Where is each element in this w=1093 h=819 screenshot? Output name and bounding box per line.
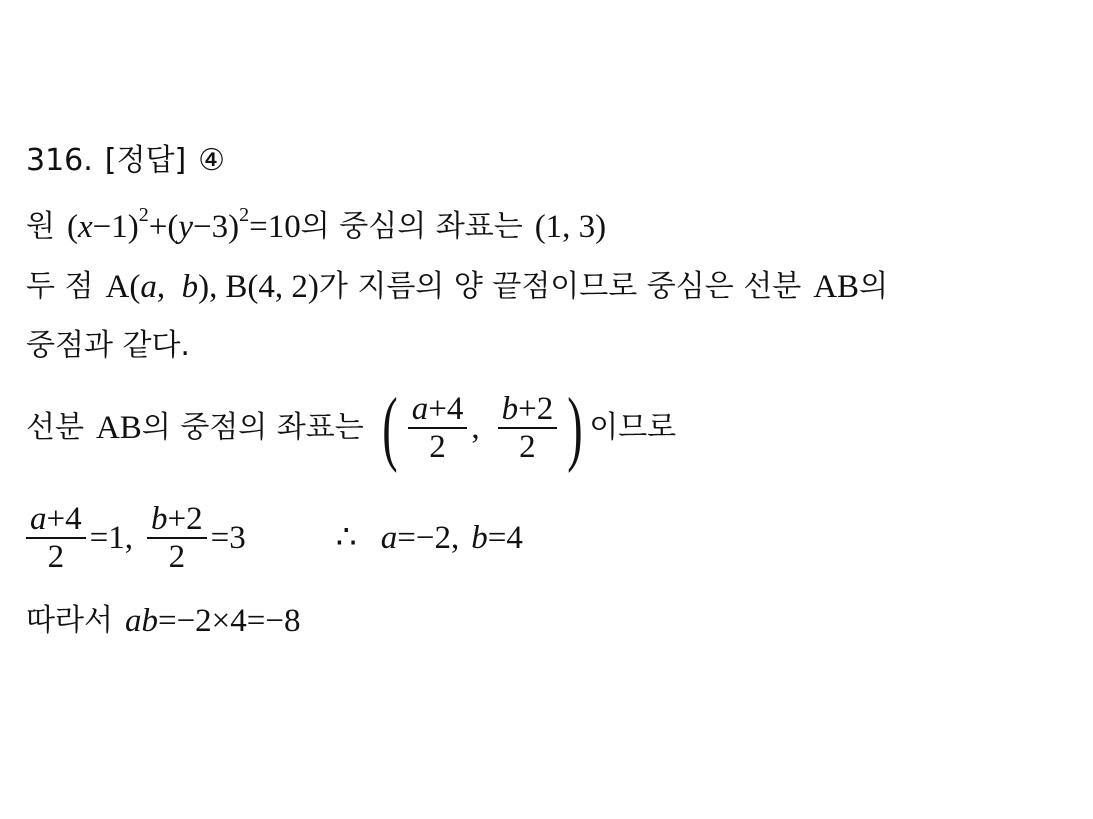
- math: =4: [487, 520, 523, 556]
- right-paren: ): [567, 381, 583, 474]
- math-var-a: a: [380, 520, 398, 556]
- math: +2: [518, 391, 554, 427]
- math: −3): [193, 209, 240, 245]
- math: =10: [249, 209, 301, 245]
- math: ,: [471, 410, 480, 446]
- math: =1,: [89, 520, 133, 556]
- left-paren: (: [382, 381, 398, 474]
- exponent: 2: [239, 204, 250, 226]
- math: =−2,: [397, 520, 460, 556]
- math: =3: [210, 520, 246, 556]
- math: +(: [148, 209, 179, 245]
- point-b: B(4, 2): [225, 269, 319, 305]
- math: +4: [46, 501, 82, 537]
- fraction: [498, 391, 558, 465]
- problem-number: 316.: [26, 143, 93, 178]
- fraction: [147, 501, 207, 575]
- math-var-b: b: [501, 391, 519, 427]
- solution-line-6: [26, 601, 301, 641]
- text: 이므로: [589, 410, 677, 445]
- math: ),: [198, 269, 218, 305]
- math-var-ab: ab: [124, 603, 158, 639]
- text: 가 지름의 양 끝점이므로 중심은 선분: [318, 269, 802, 304]
- solution-line-5: [26, 496, 523, 580]
- text: 따라서: [26, 603, 113, 638]
- math-var-b: b: [181, 269, 199, 305]
- math-var-a: a: [30, 501, 47, 537]
- math: (: [66, 209, 78, 245]
- math: +2: [167, 501, 203, 537]
- exponent: 2: [138, 204, 149, 226]
- text: 중점과 같다.: [26, 328, 190, 363]
- therefore-symbol: ∴: [335, 520, 357, 556]
- math: =−2×4=−8: [157, 603, 301, 639]
- solution-line-4: [26, 381, 677, 474]
- solution-line-1: [26, 204, 607, 247]
- math-var-a: a: [411, 391, 429, 427]
- math-var-y: y: [178, 209, 194, 245]
- answer-tag: [정답]: [104, 143, 187, 178]
- math-var-b: b: [471, 520, 488, 556]
- text: 의: [859, 269, 889, 304]
- math: −1): [92, 209, 139, 245]
- solution-line-2: [26, 267, 888, 307]
- text: 의 중점의 좌표는: [141, 410, 364, 445]
- math: +4: [428, 391, 464, 427]
- fraction: [408, 391, 468, 465]
- answer-header: [26, 141, 225, 181]
- math: 2: [47, 539, 65, 575]
- solution-line-3: [26, 326, 190, 366]
- segment-ab: AB: [95, 410, 142, 446]
- text: 원: [26, 209, 55, 244]
- answer-choice: ④: [198, 143, 226, 178]
- math: 2: [168, 539, 186, 575]
- text: 의 중심의 좌표는: [300, 209, 523, 244]
- segment-ab: AB: [813, 269, 860, 305]
- text: 선분: [26, 410, 84, 445]
- math: 2: [519, 429, 536, 465]
- point-a: A(: [105, 269, 141, 305]
- math: 2: [429, 429, 446, 465]
- center-coords: (1, 3): [534, 209, 607, 245]
- math-var-b: b: [151, 501, 168, 537]
- math: ,: [156, 269, 182, 305]
- math-var-x: x: [77, 209, 93, 245]
- text: 두 점: [26, 269, 94, 304]
- fraction: [26, 501, 86, 575]
- math-var-a: a: [140, 269, 157, 305]
